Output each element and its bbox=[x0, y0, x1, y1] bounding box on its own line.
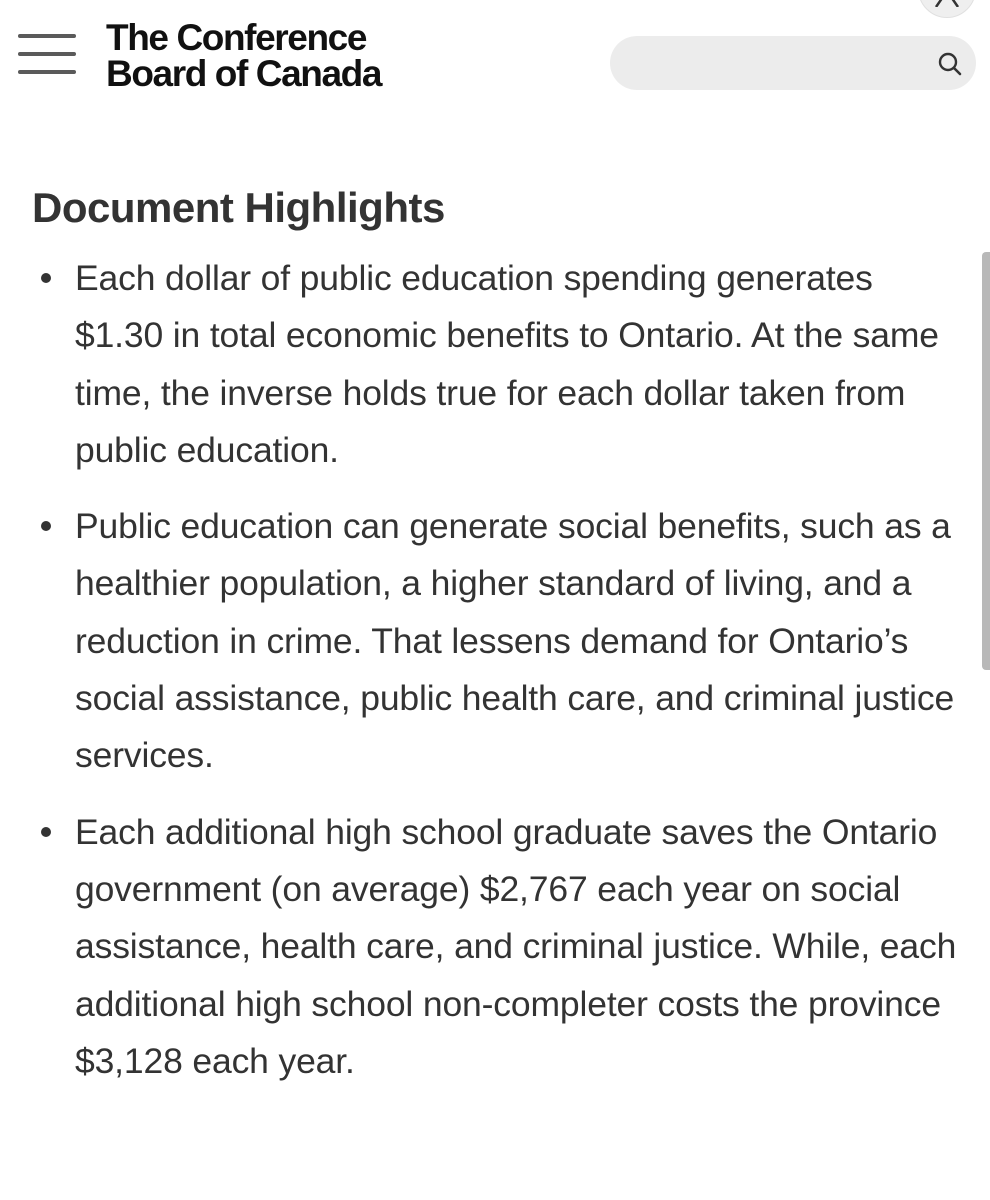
highlight-item bbox=[32, 804, 962, 1090]
search-input[interactable] bbox=[630, 44, 924, 84]
scrollbar-thumb[interactable] bbox=[982, 252, 990, 670]
bullet-icon bbox=[41, 273, 51, 283]
search-bar bbox=[610, 36, 976, 90]
user-account-icon bbox=[933, 0, 961, 7]
hamburger-menu-icon[interactable] bbox=[18, 30, 76, 80]
menu-bar-middle bbox=[18, 52, 76, 56]
highlight-text: Public education can generate social benefits, such as a healthier population, a higher standard of living, and a reduction in crime. That lessens demand for Ontario’s social assistance, public health care, and criminal justice services. bbox=[75, 506, 955, 776]
account-button[interactable] bbox=[918, 0, 976, 18]
document-highlights-section bbox=[32, 180, 962, 1109]
highlight-item bbox=[32, 250, 962, 479]
menu-bar-top bbox=[18, 34, 76, 38]
logo-line-1: The Conference bbox=[106, 17, 367, 58]
site-header bbox=[0, 0, 990, 130]
highlight-item bbox=[32, 498, 962, 784]
highlight-text: Each dollar of public education spending generates $1.30 in total economic benefits to Ontario. At the same time, the inverse holds true for each dollar taken from public education. bbox=[75, 258, 939, 470]
bullet-icon bbox=[41, 827, 51, 837]
bullet-icon bbox=[41, 521, 51, 531]
highlight-text: Each additional high school graduate saves the Ontario government (on average) $2,767 each year on social assistance, health care, and criminal justice. While, each additional high school non-completer costs the province $3,128 each year. bbox=[75, 811, 957, 1081]
section-title: Document Highlights bbox=[32, 184, 445, 231]
search-icon[interactable] bbox=[936, 50, 964, 78]
menu-bar-bottom bbox=[18, 70, 76, 74]
logo-line-2: Board of Canada bbox=[106, 53, 382, 94]
highlights-list bbox=[32, 250, 962, 1090]
site-logo[interactable] bbox=[106, 17, 382, 94]
